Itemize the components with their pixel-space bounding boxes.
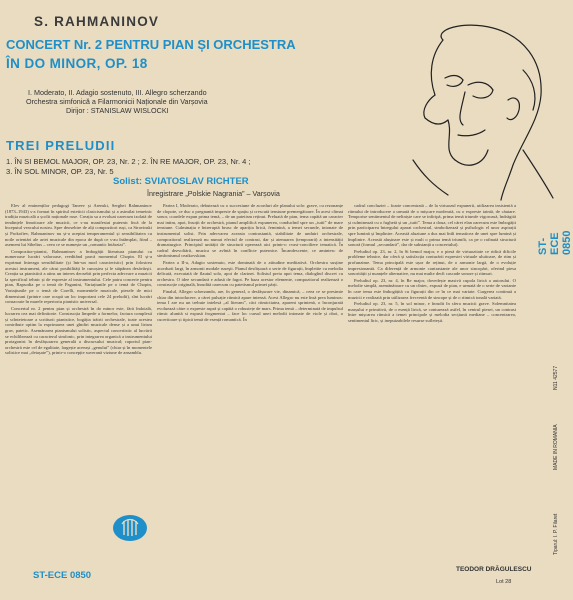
record-label-logo	[112, 514, 148, 542]
soloist-line: Solist: SVIATOSLAV RICHTER	[113, 176, 249, 187]
preludes-title: TREI PRELUDII	[6, 138, 116, 153]
notes-paragraph: Compozitor-pianist, Rahmaninov a îmbogățit literatura pianului cu numeroase lucrări valoroase, reeditând parcă momentul Chopin. El și-a exprimat întreaga sensibilitate (și într-un mod caracteristic) prin folosirea acestui instrument, ale cărui posibilități le cunoștea și le stăpânea desăvârșit. Creația sa pianistică a atins un interes deosebit prin perfecta adecvare a muzicii la specificul tehnic și de expresie al instrumentului. Cele patru concerte pentru pian, Rapsodia pe o temă de Paganini, Variațiunile pe o temă de Chopin, Variațiunile pe o temă de Corelli, momentele muzicale, piesele de mici dimensiuni (printre care ocupă un loc important cele 24 preludii), sînt lucrări consacrate în marele repertoriu pianistic universal.	[5, 248, 152, 305]
prelude-list-line2: 3. ÎN SOL MINOR, OP. 23, Nr. 5	[6, 167, 114, 176]
product-code-label: N11 42577	[553, 365, 559, 390]
notes-paragraph: cadrul concluziei – foarte concentrată – de la virtuozul expunerii, utilizarea insistentă a ritmului de introducere a urmată de o mișcare moderată, cu o expresie taintă, de căutare. Temporise sentimentul de neliniște care se infiripă, prima temă triumfe vigoroasă, îndrăgită și culminează cu o fughetă și un „tutti”. Tema a doua, cel cărei elan oarecum este îmbogățit prin participarea întregului aparat orchestral, simbolizează și psihologic el unor aspirații spre lumină și împlinire. Această aluziune a dus mai întîi tematicea de unei spre lumină și împlinire. Această alușinare este și mult o prima temă triumfă, ca pe o rafinată structură sonoră (formul „secundară”, dar de substanță a concertului).	[348, 203, 516, 248]
print-info-label: Tiparul: I. P. Filaret	[553, 513, 559, 555]
catalog-number-bottom: ST-ECE 0850	[33, 570, 92, 581]
lot-number: Lot 28	[496, 579, 512, 585]
notes-paragraph: Preludiul op. 23, nr. 5, în sol minor, e înrudit în sfera muzicii grave. Solemnitatea marșului e primitivă, de o esență lirică, se conturează astfel, în centrul piesei, un contrast între mișcarea ritmică a temei principale și melodia secțiunii mediane – concentrarea, sentimentul liric, și inepuizabilele resurse sufletești.	[348, 301, 516, 323]
composer-name: S. RAHMANINOV	[34, 14, 160, 29]
notes-paragraph: Preludiul op. 23, nr. 2, în Si bemol major, e o piesă de virtuozitate ce ridică dificile probleme tehnice, dar oferă și satisfacția conturării expresiei virtuale uluitoare, de ritm și profunzime. Tema principală este ușor de reținut, de o armonie largă, de o evoluție impresionantă. Ca diferență de armonie contrastante ale unor sincopări, oferind piesa sonorității și nuanțele alternative, nu mai multe decît cascade sonore și ritmuri.	[348, 248, 516, 277]
notes-paragraph: Concertul nr. 2 pentru pian și orchestră în do minor este, fără îndoială, lucrarea cea mai definitorie. Construcția limpede a formelor, factura complexă și scînteietoare a scriiturii pianistice, bogăția trăirii orchestrale, toate acestea contribuie optim la exprimarea unei gîndiri muzicale dense și a unui lirism grav, patetic. Asemănarea pianismului solistic, aspectul concertistic al lucrării se echilibrează cu caracterul simfonic, prin integrarea organică a instrumentului protagonist în desfășurarea generală a discursului muzical; raportul pian-orchestră este cel de egalitate, largește aceeași „genului” (chiar și în momentele solistice mai „detașate”), printr-o concepție suverană viziune de ansamblu.	[5, 305, 152, 356]
conductor-line: Dirijor : STANISLAW WISLOCKI	[66, 106, 169, 115]
prelude-list-line1: 1. ÎN SI BEMOL MAJOR, OP. 23, Nr. 2 ; 2. ÎN RE MAJOR, OP. 23, Nr. 4 ;	[6, 157, 251, 166]
notes-paragraph: Preludiul op. 23, nr. 4, în Re major, dovedește masivă cupola lirică a autorului. O melodie simplă, asemănătoare cu un cîntec, expusă de pian, e urmată de o serie de variante în care tema este îmbogățită cu figurații din ce în ce mai variate. Curgerea continuă a muzicii e realizată prin utilizarea frecventă de sincope și de o ritmică tonală variată.	[348, 277, 516, 300]
catalog-number-vertical: ST-ECE 0850	[537, 230, 573, 255]
liner-notes	[5, 203, 514, 573]
notes-paragraph: Elev al eminenților pedagogi Taneev și Arenski, Serghei Rahmaninov (1873–1943) s-a format în spiritul esteticii clasicismului și a asimilat temeinic tradiția muzicală a școlii naționale ruse. Creația sa a evoluat oarecum izolată de tendințele înnoitoare ale muzicii, ce s-au manifestat puternic încă de la începutul veacului nostru. Spre deosebire de alți compozitori ruși, ca Stravinski și Prokofiev, Rahmaninov nu și-a aceptat temperamentul și sensibilitatea cu noile orientări ale artei muzicale din epoca de după ce s-au întâmplat, fiind – asemeni lui Sibelius – ceea ce se numește un „romantic întârziat”.	[5, 203, 152, 248]
recording-line: Înregistrare „Polskie Nagrania” – Varșovia	[147, 189, 280, 198]
notes-paragraph: Finalul, Allegro scherzando, are, în general, o desfășurare vie, dinamică, – ceea ce se presimte chiar din introducere, a cărei pulsație ritmică apare intensă. Acest Allegro nu este însă prea luminos: tema I are nu un trebuie intelesă „al literam”, căci ritmicitatea, aparent sprintenă, o înconjurată evoluează către o expresie aspră și capătă o robustețe de mars. Prima temă – determinată de impulsul ritmic alunită si expusă frogmentat – face loc cursul unei melodii intonate de viole și oboi, o cuceritoare și tipică temă de esență romantică. În	[157, 288, 343, 322]
movements-line: I. Moderato, II. Adagio sostenuto, III. Allegro scherzando	[28, 88, 207, 97]
concerto-key: ÎN DO MINOR, OP. 18	[6, 56, 148, 71]
notes-column-2	[157, 203, 343, 573]
notes-column-1	[5, 203, 152, 563]
notes-paragraph: Partea I, Moderato, debutează cu o succesiune de acorduri ale planului solo: grave, cu rezonanțe de clopote, ce duc o pregnantă impresie de spațiu și crescută tensiune premergătoare. În acest climat sonor, coardele expun prima temă, – de un patetism reținut. Preluată de pian, tema capătă un caracter mai intim, apoi, însoțit de orchestră, pianul amplifică expunerea, conducînd spre un „tutti” de mare tensiune. Culminația e întreruptă brusc de apariția lirică, feminină, a temei secunde, intonate de instrumentul solist. Prin adecvarea aceasta contrastantă, stabilitate de unduiri orchestrale, compozitorul realizează nu numai efectul de contrast, dar și atenuarea (temporară) a intensității dramaturgice. Principiul unității de structură operează aici printr-o cvasi-conciliere tematică. În cadrul dezvoltării, muzica se avîntă în conflicte puternice. Încandescente, ce amintesc de simfonismul ceaikovskian.	[157, 203, 343, 259]
concerto-title: CONCERT Nr. 2 PENTRU PIAN ȘI ORCHESTRA	[6, 37, 296, 52]
notes-column-3	[348, 203, 516, 573]
author-signature: TEODOR DRĂGULESCU	[456, 566, 532, 573]
notes-paragraph: Partea a II-a, Adagio sostenuto, este dominată de o atitudine meditativă. Orchestra susține acordurii largi, în armonii modale ruseşti. Pianul desfășoară o serie de figurații, împletite cu melodia delicată, executată de flautul solo, apoi de clarinet. Solistul preia apoi tema, dialogînd discret cu orchestra. O idee secundară e adusă de fagot. Pe baza acestor elemente, compozitorul realizează o construcție originală, înrudită oarecum cu patetismul primei părți.	[157, 259, 343, 288]
orchestra-line: Orchestra simfonică a Filarmonicii Naționale din Varșovia	[26, 97, 208, 106]
portrait-drawing	[373, 0, 571, 200]
made-in-label: MADE IN ROMANIA	[553, 424, 559, 470]
